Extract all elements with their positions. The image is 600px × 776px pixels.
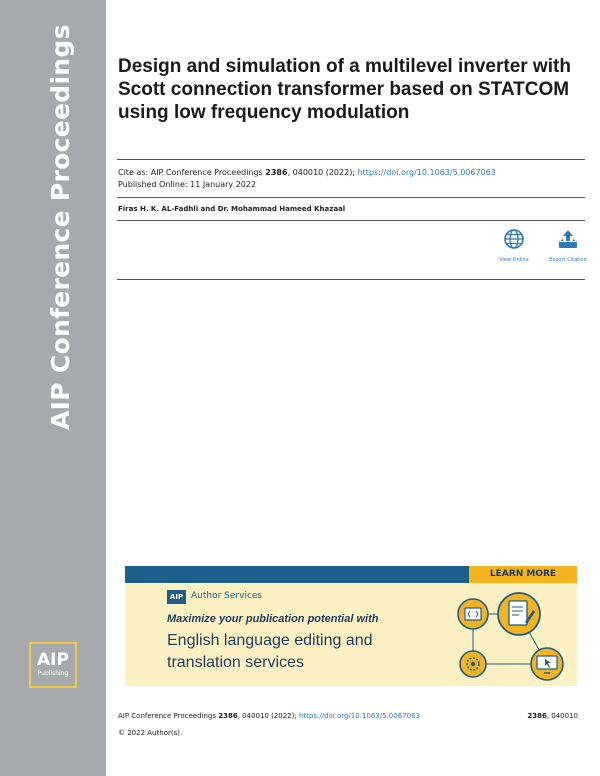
copyright-notice: © 2022 Author(s). bbox=[118, 729, 183, 737]
footer-right-volume: 2386 bbox=[527, 712, 547, 720]
code-icon bbox=[458, 599, 488, 629]
article-title: Design and simulation of a multilevel inverter with Scott connection transformer based on STATCOM using low frequency modulation bbox=[118, 56, 571, 123]
services-illustration bbox=[449, 590, 569, 684]
footer-citation bbox=[118, 712, 420, 720]
divider bbox=[117, 159, 585, 160]
export-citation-label: Export Citation bbox=[549, 257, 587, 263]
export-citation-button[interactable] bbox=[546, 228, 590, 263]
cite-volume: 2386 bbox=[265, 168, 288, 177]
divider bbox=[117, 279, 585, 280]
aip-publishing-logo bbox=[29, 642, 77, 688]
journal-name: AIP Conference Proceedings bbox=[46, 24, 75, 430]
aip-small-logo: AIP bbox=[167, 590, 186, 604]
cite-prefix: Cite as: AIP Conference Proceedings bbox=[118, 168, 266, 177]
view-online-label: View Online bbox=[499, 257, 529, 263]
author-services-ad[interactable] bbox=[125, 566, 577, 686]
gear-icon bbox=[460, 651, 486, 677]
footer-right-article: , 040010 bbox=[546, 712, 578, 720]
footer-prefix: AIP Conference Proceedings bbox=[118, 712, 219, 720]
footer-volume: 2386 bbox=[218, 712, 238, 720]
doi-link[interactable]: https://doi.org/10.1063/5.0067063 bbox=[357, 168, 496, 177]
footer-page-id bbox=[527, 712, 578, 720]
document-edit-icon bbox=[498, 593, 540, 635]
banner-headline-line1: English language editing and bbox=[167, 632, 373, 649]
footer-article: , 040010 (2022); bbox=[237, 712, 299, 720]
author-list: Firas H. K. AL-Fadhli and Dr. Mohammad Hameed Khazaal bbox=[118, 205, 346, 213]
divider bbox=[117, 220, 585, 221]
citation-block bbox=[118, 167, 496, 191]
view-online-button[interactable] bbox=[492, 228, 536, 263]
banner-tagline: Maximize your publication potential with bbox=[167, 613, 379, 625]
globe-icon bbox=[503, 228, 525, 250]
aip-logo-text: AIP bbox=[37, 650, 69, 670]
learn-more-button[interactable]: LEARN MORE bbox=[469, 566, 577, 583]
export-icon bbox=[557, 228, 579, 250]
monitor-icon bbox=[531, 648, 563, 680]
banner-headline bbox=[167, 630, 373, 674]
cite-article: , 040010 (2022); bbox=[287, 168, 358, 177]
footer-doi-link[interactable]: https://doi.org/10.1063/5.0067063 bbox=[298, 712, 420, 720]
publishing-logo-text: Publishing bbox=[37, 670, 69, 677]
published-date: Published Online: 11 January 2022 bbox=[118, 180, 257, 189]
divider bbox=[117, 197, 585, 198]
author-services-label: Author Services bbox=[191, 591, 263, 601]
citation-line bbox=[118, 167, 496, 179]
journal-sidebar bbox=[0, 0, 106, 776]
banner-headline-line2: translation services bbox=[167, 654, 304, 671]
